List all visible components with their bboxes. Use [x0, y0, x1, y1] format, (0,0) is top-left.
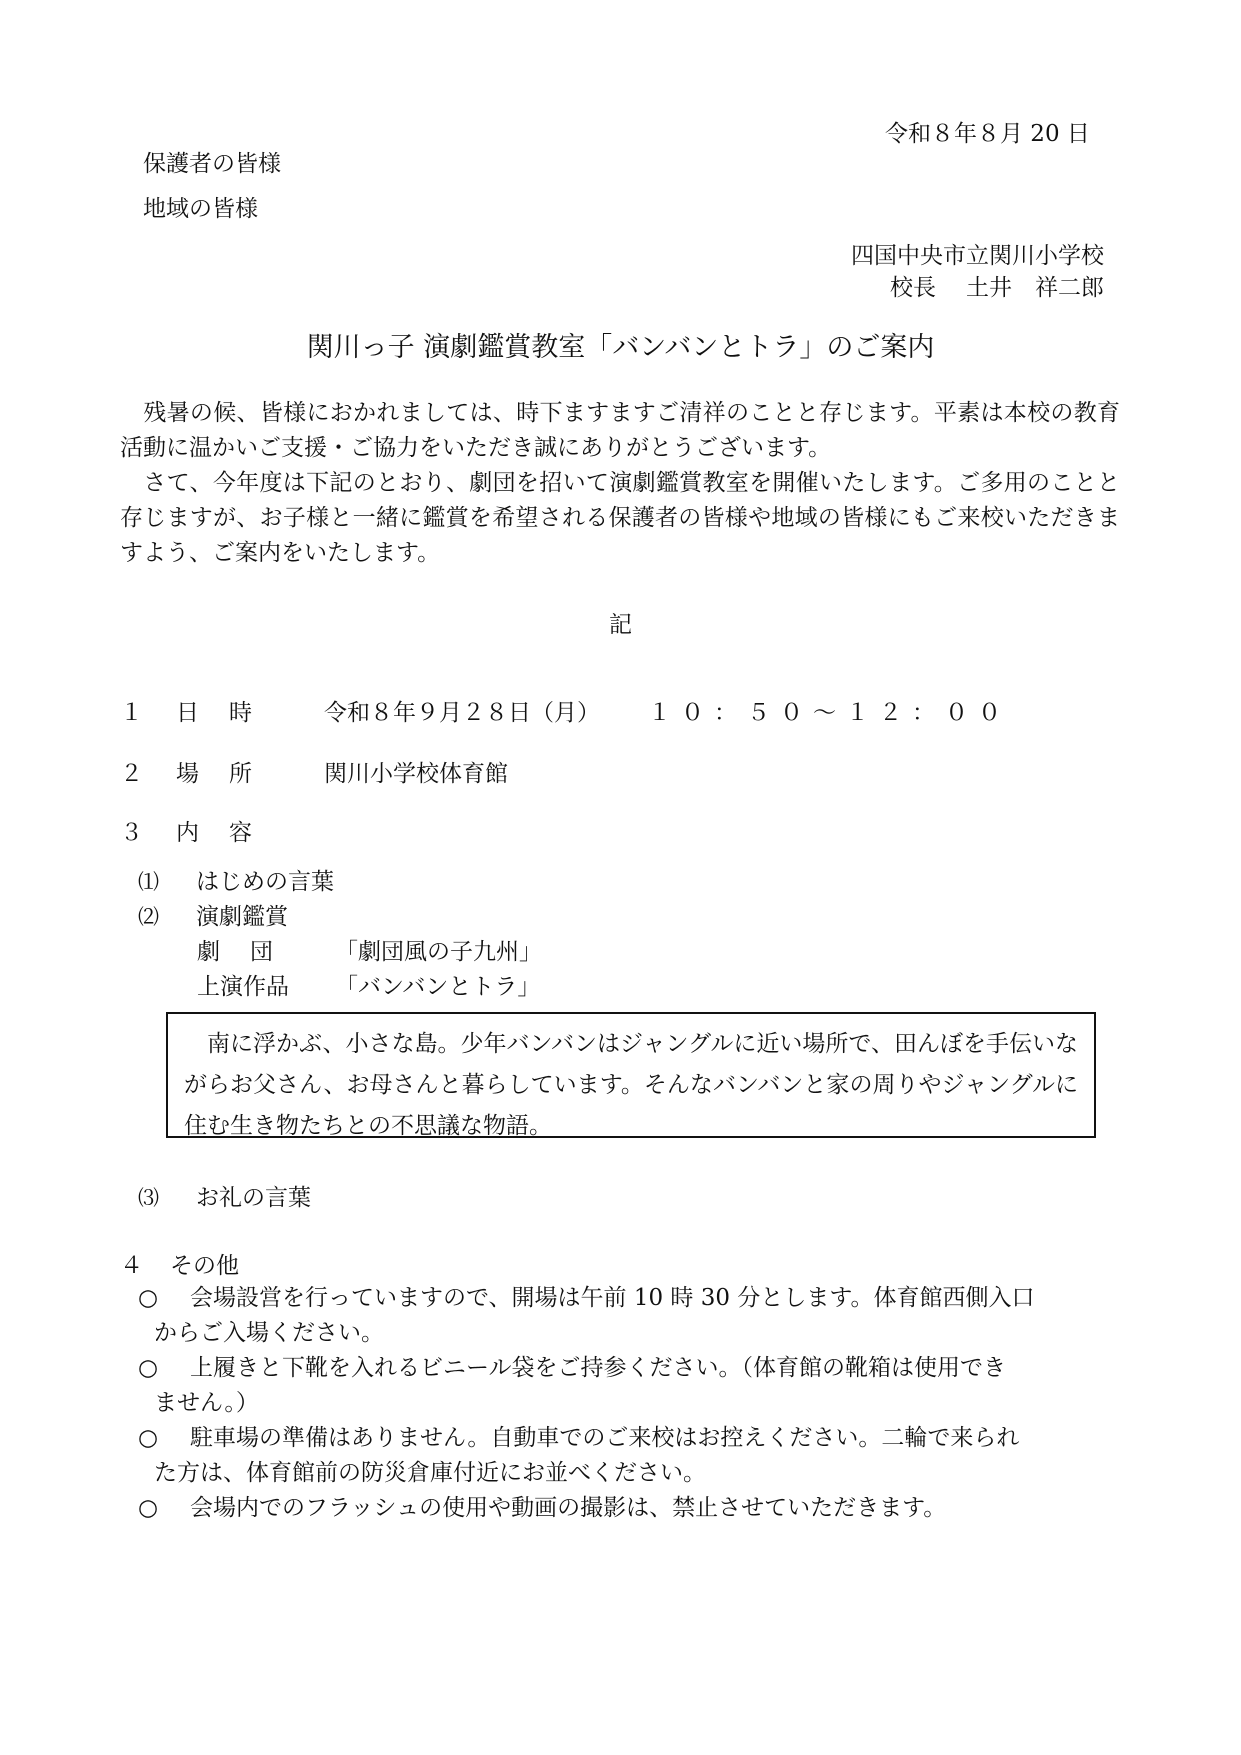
synopsis-text: 南に浮かぶ、小さな島。少年バンバンはジャングルに近い場所で、田んぼを手伝いながらお父さん、お母さんと暮らしています。そんなバンバンと家の周りやジャングルに住む生き物たちとの不思議な物語。	[184, 1031, 1078, 1139]
program-text: お礼の言葉	[196, 1185, 311, 1211]
program-number: ⑴	[138, 870, 159, 894]
note-text: 上履きと下靴を入れるビニール袋をご持参ください。（体育館の靴箱は使用でき	[190, 1355, 1007, 1381]
program-text: はじめの言葉	[196, 869, 334, 895]
document-title: 関川っ子 演劇鑑賞教室「バンバンとトラ」のご案内	[306, 332, 935, 363]
item-number: ４	[120, 1253, 143, 1279]
note-text-continued: た方は、体育館前の防災倉庫付近にお並べください。	[154, 1460, 706, 1486]
circle-bullet-icon: ○	[138, 1355, 159, 1381]
item-contents	[120, 822, 324, 845]
note-item	[138, 1351, 1123, 1421]
item-label: 内容	[176, 820, 282, 846]
circle-bullet-icon: ○	[138, 1285, 159, 1311]
sender-organization: 四国中央市立関川小学校	[851, 243, 1104, 269]
program-performance	[138, 906, 288, 929]
troupe-label: 劇団	[197, 939, 303, 965]
synopsis-box	[166, 1012, 1096, 1138]
item-number: ３	[120, 820, 143, 846]
program-number: ⑶	[138, 1186, 159, 1210]
item-other	[120, 1255, 239, 1278]
troupe-value: 「劇団風の子九州」	[335, 939, 542, 965]
notes-list	[138, 1281, 1123, 1526]
note-item	[138, 1421, 1123, 1491]
document-date: 令和８年８月 20 日	[885, 121, 1090, 147]
work-line	[197, 976, 540, 999]
greeting-paragraph: 残暑の候、皆様におかれましては、時下ますますご清祥のことと存じます。平素は本校の教育活動に温かいご支援・ご協力をいただき誠にありがとうございます。	[120, 400, 1120, 461]
item-label: 日時	[176, 700, 282, 726]
program-number: ⑵	[138, 905, 159, 929]
item-label: 場所	[176, 761, 282, 787]
note-text-continued: からご入場ください。	[154, 1320, 384, 1346]
sender-name: 土井 祥二郎	[966, 275, 1104, 301]
venue-value: 関川小学校体育館	[324, 761, 508, 787]
greeting-body	[120, 396, 1120, 571]
event-time: １０：５０～１２：００	[648, 700, 1011, 726]
note-text-continued: ません。）	[154, 1390, 259, 1416]
sender-title: 校長	[890, 275, 936, 301]
note-text: 会場設営を行っていますので、開場は午前 10 時 30 分とします。体育館西側入口	[190, 1285, 1035, 1311]
note-text: 駐車場の準備はありません。自動車でのご来校はお控えください。二輪で来られ	[190, 1425, 1020, 1451]
program-closing	[138, 1187, 311, 1210]
item-number: １	[120, 700, 143, 726]
recipient-parents: 保護者の皆様	[143, 151, 281, 177]
note-item	[138, 1281, 1123, 1351]
sender-signature	[890, 277, 1104, 300]
ki-heading: 記	[609, 612, 632, 638]
circle-bullet-icon: ○	[138, 1425, 159, 1451]
note-text: 会場内でのフラッシュの使用や動画の撮影は、禁止させていただきます。	[190, 1495, 947, 1521]
event-date: 令和８年９月２８日（月）	[324, 700, 600, 726]
note-item	[138, 1491, 1123, 1526]
troupe-line	[197, 941, 542, 964]
program-text: 演劇鑑賞	[196, 904, 288, 930]
program-opening	[138, 871, 334, 894]
circle-bullet-icon: ○	[138, 1495, 159, 1521]
item-venue	[120, 763, 508, 786]
item-datetime	[120, 702, 1011, 725]
recipient-community: 地域の皆様	[143, 196, 258, 222]
announcement-paragraph: さて、今年度は下記のとおり、劇団を招いて演劇鑑賞教室を開催いたします。ご多用のことと存じますが、お子様と一緒に鑑賞を希望される保護者の皆様や地域の皆様にもご来校いただきますよう、ご案内をいたします。	[120, 470, 1121, 566]
item-number: ２	[120, 761, 143, 787]
work-value: 「バンバンとトラ」	[335, 974, 541, 1000]
item-label: その他	[170, 1253, 239, 1279]
work-label: 上演作品	[197, 974, 289, 1000]
